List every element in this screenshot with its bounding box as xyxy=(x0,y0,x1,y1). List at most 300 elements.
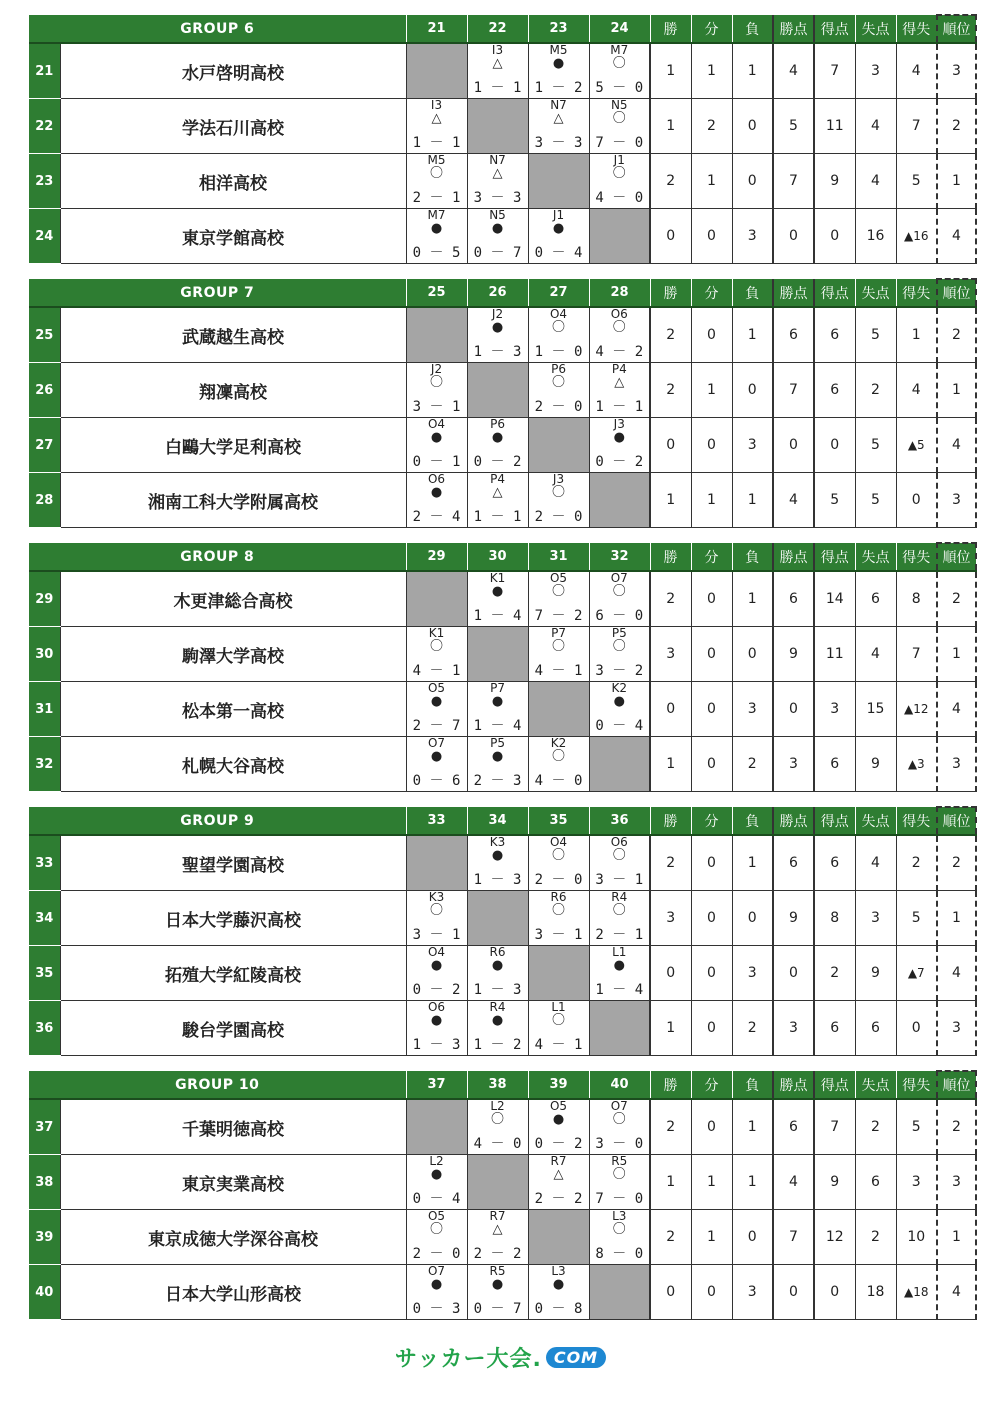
stat-goals-for: 11 xyxy=(814,627,855,682)
match-result-cell xyxy=(467,1265,528,1320)
result-mark-icon: ● xyxy=(430,1167,443,1182)
team-name: 駿台学園高校 xyxy=(60,1001,406,1056)
result-mark-icon: 〇 xyxy=(612,903,626,918)
team-number: 23 xyxy=(29,154,60,209)
match-result-cell xyxy=(467,737,528,792)
match-result-cell xyxy=(406,473,467,528)
team-row xyxy=(29,1155,976,1210)
match-score: 0 － 3 xyxy=(412,1301,461,1317)
stat-wins: 0 xyxy=(650,1265,691,1320)
team-row xyxy=(29,682,976,737)
team-row xyxy=(29,627,976,682)
result-mark-icon: ● xyxy=(491,221,504,236)
stat-points: 4 xyxy=(773,473,814,528)
match-score: 3 － 1 xyxy=(412,399,461,415)
self-match-cell xyxy=(406,835,467,891)
match-code: K3 xyxy=(428,890,445,904)
stat-goals-against: 15 xyxy=(855,682,896,737)
group-header-row xyxy=(29,279,976,307)
match-code: R7 xyxy=(489,1209,506,1223)
match-code: L1 xyxy=(551,1000,566,1014)
stat-rank: 4 xyxy=(937,1265,976,1320)
stat-header-gf: 得点 xyxy=(814,15,855,43)
stat-rank: 3 xyxy=(937,1001,976,1056)
match-score: 2 － 3 xyxy=(473,773,522,789)
stat-goals-against: 4 xyxy=(855,627,896,682)
self-match-cell xyxy=(467,363,528,418)
stat-header-win: 勝 xyxy=(650,807,691,835)
stat-goals-for: 0 xyxy=(814,1265,855,1320)
result-mark-icon: ● xyxy=(430,430,443,445)
match-result-cell xyxy=(467,571,528,627)
match-score: 1 － 1 xyxy=(473,509,522,525)
match-code: J3 xyxy=(613,417,625,431)
match-result-cell xyxy=(406,737,467,792)
match-score: 0 － 2 xyxy=(473,454,522,470)
match-result-cell xyxy=(589,571,650,627)
opponent-column-header: 32 xyxy=(589,543,650,571)
match-score: 3 － 1 xyxy=(412,927,461,943)
stat-header-gf: 得点 xyxy=(814,279,855,307)
stat-goals-for: 3 xyxy=(814,682,855,737)
stat-header-rank: 順位 xyxy=(937,807,976,835)
result-mark-icon: ● xyxy=(552,1277,565,1292)
stat-draws: 0 xyxy=(691,627,732,682)
stat-rank: 1 xyxy=(937,891,976,946)
match-score: 1 － 2 xyxy=(534,80,583,96)
stat-rank: 2 xyxy=(937,1099,976,1155)
match-score: 8 － 0 xyxy=(595,1246,644,1262)
stat-losses: 0 xyxy=(732,891,773,946)
match-code: N7 xyxy=(550,98,567,112)
match-score: 2 － 1 xyxy=(595,927,644,943)
stat-header-draw: 分 xyxy=(691,807,732,835)
stat-draws: 1 xyxy=(691,154,732,209)
team-name: 拓殖大学紅陵高校 xyxy=(60,946,406,1001)
stat-draws: 0 xyxy=(691,1265,732,1320)
match-score: 1 － 3 xyxy=(473,344,522,360)
stat-header-points: 勝点 xyxy=(773,807,814,835)
match-result-cell xyxy=(406,891,467,946)
match-code: K3 xyxy=(489,835,506,849)
opponent-column-header: 30 xyxy=(467,543,528,571)
stat-rank: 3 xyxy=(937,737,976,792)
stat-header-draw: 分 xyxy=(691,1071,732,1099)
stat-points: 0 xyxy=(773,418,814,473)
stat-header-draw: 分 xyxy=(691,15,732,43)
self-match-cell xyxy=(528,418,589,473)
match-code: R5 xyxy=(489,1264,506,1278)
stat-points: 6 xyxy=(773,307,814,363)
stat-points: 6 xyxy=(773,1099,814,1155)
self-match-cell xyxy=(528,946,589,1001)
match-score: 0 － 7 xyxy=(473,245,522,261)
team-number: 40 xyxy=(29,1265,60,1320)
stat-points: 3 xyxy=(773,1001,814,1056)
result-mark-icon: △ xyxy=(431,111,442,126)
stat-wins: 2 xyxy=(650,154,691,209)
match-code: P5 xyxy=(611,626,627,640)
stat-header-draw: 分 xyxy=(691,543,732,571)
stat-wins: 1 xyxy=(650,737,691,792)
match-result-cell xyxy=(406,1265,467,1320)
match-score: 1 － 1 xyxy=(412,135,461,151)
stat-draws: 0 xyxy=(691,737,732,792)
result-mark-icon: △ xyxy=(614,375,625,390)
team-number: 28 xyxy=(29,473,60,528)
match-result-cell xyxy=(528,307,589,363)
team-number: 26 xyxy=(29,363,60,418)
team-name: 相洋高校 xyxy=(60,154,406,209)
stat-goals-for: 11 xyxy=(814,99,855,154)
stat-goal-difference: 7 xyxy=(896,627,937,682)
team-name: 武蔵越生高校 xyxy=(60,307,406,363)
result-mark-icon: △ xyxy=(492,166,503,181)
stat-points: 7 xyxy=(773,1210,814,1265)
team-number: 38 xyxy=(29,1155,60,1210)
result-mark-icon: 〇 xyxy=(552,639,566,654)
match-code: O4 xyxy=(549,307,568,321)
match-code: O4 xyxy=(427,417,446,431)
team-row xyxy=(29,891,976,946)
stat-goals-against: 5 xyxy=(855,307,896,363)
match-result-cell xyxy=(467,835,528,891)
match-score: 2 － 2 xyxy=(473,1246,522,1262)
result-mark-icon: 〇 xyxy=(552,320,566,335)
stat-goals-against: 9 xyxy=(855,946,896,1001)
match-code: M5 xyxy=(549,43,568,57)
team-row xyxy=(29,43,976,99)
match-result-cell xyxy=(467,473,528,528)
self-match-cell xyxy=(406,43,467,99)
result-mark-icon: ● xyxy=(491,749,504,764)
match-code: O5 xyxy=(549,571,568,585)
stat-losses: 1 xyxy=(732,43,773,99)
match-code: N5 xyxy=(610,98,628,112)
stat-goals-for: 14 xyxy=(814,571,855,627)
self-match-cell xyxy=(589,1001,650,1056)
stat-wins: 1 xyxy=(650,1155,691,1210)
logo-dot: . xyxy=(532,1347,542,1372)
match-score: 4 － 1 xyxy=(534,1037,583,1053)
match-result-cell xyxy=(589,627,650,682)
match-score: 4 － 2 xyxy=(595,344,644,360)
team-row xyxy=(29,154,976,209)
stat-points: 7 xyxy=(773,363,814,418)
stat-losses: 3 xyxy=(732,946,773,1001)
stat-losses: 1 xyxy=(732,1155,773,1210)
match-score: 0 － 4 xyxy=(595,718,644,734)
team-name: 木更津総合高校 xyxy=(60,571,406,627)
match-result-cell xyxy=(406,1210,467,1265)
stat-goal-difference: 1 xyxy=(896,307,937,363)
result-mark-icon: ● xyxy=(430,221,443,236)
match-code: O7 xyxy=(427,736,446,750)
match-result-cell xyxy=(528,627,589,682)
match-result-cell xyxy=(406,1155,467,1210)
stat-draws: 1 xyxy=(691,1155,732,1210)
match-code: O6 xyxy=(427,472,446,486)
stat-goals-for: 0 xyxy=(814,418,855,473)
match-score: 1 － 3 xyxy=(473,982,522,998)
team-name: 東京成徳大学深谷高校 xyxy=(60,1210,406,1265)
result-mark-icon: ● xyxy=(613,430,625,445)
stat-goals-for: 12 xyxy=(814,1210,855,1265)
opponent-column-header: 37 xyxy=(406,1071,467,1099)
result-mark-icon: 〇 xyxy=(491,1112,505,1127)
team-row xyxy=(29,946,976,1001)
team-number: 32 xyxy=(29,737,60,792)
match-result-cell xyxy=(467,682,528,737)
match-code: O7 xyxy=(610,1099,628,1113)
stat-wins: 1 xyxy=(650,99,691,154)
match-code: P6 xyxy=(551,362,566,376)
team-name: 松本第一高校 xyxy=(60,682,406,737)
stat-header-lose: 負 xyxy=(732,15,773,43)
match-result-cell xyxy=(589,418,650,473)
match-code: N7 xyxy=(489,153,506,167)
stat-draws: 1 xyxy=(691,473,732,528)
stat-losses: 1 xyxy=(732,571,773,627)
match-code: M5 xyxy=(427,153,446,167)
result-mark-icon: ● xyxy=(613,958,625,973)
stat-header-ga: 失点 xyxy=(855,807,896,835)
stat-rank: 4 xyxy=(937,209,976,264)
match-score: 2 － 0 xyxy=(412,1246,461,1262)
stat-rank: 3 xyxy=(937,473,976,528)
opponent-column-header: 26 xyxy=(467,279,528,307)
stat-rank: 2 xyxy=(937,835,976,891)
match-code: L2 xyxy=(490,1099,505,1113)
match-result-cell xyxy=(467,209,528,264)
opponent-column-header: 31 xyxy=(528,543,589,571)
match-score: 2 － 1 xyxy=(412,190,461,206)
match-code: K1 xyxy=(489,571,506,585)
stat-header-win: 勝 xyxy=(650,15,691,43)
self-match-cell xyxy=(528,682,589,737)
stat-points: 9 xyxy=(773,891,814,946)
stat-header-gd: 得失 xyxy=(896,15,937,43)
match-code: M7 xyxy=(427,208,446,222)
match-result-cell xyxy=(406,418,467,473)
team-number: 21 xyxy=(29,43,60,99)
stat-wins: 0 xyxy=(650,946,691,1001)
team-name: 駒澤大学高校 xyxy=(60,627,406,682)
team-number: 30 xyxy=(29,627,60,682)
stat-goal-difference: ▲18 xyxy=(896,1265,937,1320)
match-code: I3 xyxy=(430,98,443,112)
stat-rank: 1 xyxy=(937,1210,976,1265)
match-code: O5 xyxy=(549,1099,568,1113)
team-row xyxy=(29,571,976,627)
match-code: R7 xyxy=(550,1154,567,1168)
match-score: 3 － 0 xyxy=(595,1136,644,1152)
opponent-column-header: 38 xyxy=(467,1071,528,1099)
stat-points: 3 xyxy=(773,737,814,792)
result-mark-icon: ● xyxy=(491,958,504,973)
match-result-cell xyxy=(406,99,467,154)
stat-goals-against: 9 xyxy=(855,737,896,792)
match-code: O7 xyxy=(427,1264,446,1278)
stat-header-draw: 分 xyxy=(691,279,732,307)
match-code: J1 xyxy=(613,153,625,167)
match-score: 1 － 3 xyxy=(412,1037,461,1053)
stat-goal-difference: ▲3 xyxy=(896,737,937,792)
stat-goal-difference: 5 xyxy=(896,1099,937,1155)
stat-header-gf: 得点 xyxy=(814,1071,855,1099)
match-code: I3 xyxy=(491,43,504,57)
match-score: 3 － 1 xyxy=(534,927,583,943)
match-score: 3 － 3 xyxy=(534,135,583,151)
group-table xyxy=(29,806,976,1056)
stat-header-points: 勝点 xyxy=(773,15,814,43)
stat-header-gd: 得失 xyxy=(896,543,937,571)
result-mark-icon: ● xyxy=(491,320,504,335)
stat-rank: 4 xyxy=(937,418,976,473)
stat-header-gd: 得失 xyxy=(896,807,937,835)
stat-wins: 1 xyxy=(650,473,691,528)
group-table xyxy=(29,14,976,264)
stat-points: 0 xyxy=(773,1265,814,1320)
group-header-row xyxy=(29,1071,976,1099)
stat-header-points: 勝点 xyxy=(773,279,814,307)
stat-header-rank: 順位 xyxy=(937,543,976,571)
match-result-cell xyxy=(528,43,589,99)
match-result-cell xyxy=(467,154,528,209)
team-row xyxy=(29,99,976,154)
stat-points: 0 xyxy=(773,946,814,1001)
team-name: 東京学館高校 xyxy=(60,209,406,264)
match-code: J3 xyxy=(552,472,565,486)
match-result-cell xyxy=(528,209,589,264)
self-match-cell xyxy=(406,1099,467,1155)
match-result-cell xyxy=(589,307,650,363)
team-row xyxy=(29,1001,976,1056)
stat-goals-for: 9 xyxy=(814,154,855,209)
stat-header-rank: 順位 xyxy=(937,279,976,307)
stat-goal-difference: 4 xyxy=(896,363,937,418)
match-code: O4 xyxy=(549,835,568,849)
match-score: 4 － 0 xyxy=(534,773,583,789)
stat-goal-difference: ▲12 xyxy=(896,682,937,737)
match-score: 0 － 1 xyxy=(412,454,461,470)
stat-losses: 0 xyxy=(732,99,773,154)
result-mark-icon: △ xyxy=(492,485,503,500)
team-number: 35 xyxy=(29,946,60,1001)
team-row xyxy=(29,473,976,528)
stat-goals-against: 3 xyxy=(855,891,896,946)
stat-goal-difference: ▲5 xyxy=(896,418,937,473)
result-mark-icon: ● xyxy=(491,848,504,863)
stat-points: 4 xyxy=(773,1155,814,1210)
match-score: 1 － 0 xyxy=(534,344,583,360)
stat-draws: 0 xyxy=(691,571,732,627)
result-mark-icon: 〇 xyxy=(552,1013,566,1028)
stat-header-lose: 負 xyxy=(732,807,773,835)
stat-goals-for: 7 xyxy=(814,1099,855,1155)
match-result-cell xyxy=(528,99,589,154)
stat-header-ga: 失点 xyxy=(855,279,896,307)
match-score: 4 － 0 xyxy=(473,1136,522,1152)
stat-header-rank: 順位 xyxy=(937,15,976,43)
match-result-cell xyxy=(589,1099,650,1155)
stat-draws: 0 xyxy=(691,1099,732,1155)
opponent-column-header: 39 xyxy=(528,1071,589,1099)
match-score: 0 － 6 xyxy=(412,773,461,789)
team-name: 聖望学園高校 xyxy=(60,835,406,891)
site-logo[interactable] xyxy=(0,1342,1001,1373)
match-result-cell xyxy=(406,1001,467,1056)
match-result-cell xyxy=(406,946,467,1001)
self-match-cell xyxy=(406,571,467,627)
stat-losses: 3 xyxy=(732,418,773,473)
stat-goal-difference: 7 xyxy=(896,99,937,154)
match-result-cell xyxy=(406,363,467,418)
group-table xyxy=(29,542,976,792)
result-mark-icon: 〇 xyxy=(612,584,626,599)
result-mark-icon: ● xyxy=(552,56,565,71)
stat-rank: 2 xyxy=(937,99,976,154)
self-match-cell xyxy=(528,154,589,209)
match-result-cell xyxy=(528,1265,589,1320)
stat-header-gf: 得点 xyxy=(814,543,855,571)
team-number: 37 xyxy=(29,1099,60,1155)
team-number: 36 xyxy=(29,1001,60,1056)
stat-points: 0 xyxy=(773,682,814,737)
result-mark-icon: 〇 xyxy=(612,848,626,863)
match-score: 3 － 2 xyxy=(595,663,644,679)
stat-losses: 0 xyxy=(732,1210,773,1265)
team-number: 25 xyxy=(29,307,60,363)
result-mark-icon: ● xyxy=(430,694,443,709)
match-result-cell xyxy=(467,1210,528,1265)
match-result-cell xyxy=(406,682,467,737)
stat-goals-against: 2 xyxy=(855,1099,896,1155)
match-score: 3 － 3 xyxy=(473,190,522,206)
match-result-cell xyxy=(589,1210,650,1265)
self-match-cell xyxy=(528,1210,589,1265)
stat-goal-difference: 0 xyxy=(896,473,937,528)
stat-goal-difference: ▲7 xyxy=(896,946,937,1001)
match-code: P7 xyxy=(551,626,566,640)
match-code: O6 xyxy=(427,1000,446,1014)
stat-draws: 2 xyxy=(691,99,732,154)
self-match-cell xyxy=(467,99,528,154)
stat-goals-for: 6 xyxy=(814,307,855,363)
result-mark-icon: ● xyxy=(491,584,504,599)
group-table xyxy=(29,1070,976,1320)
match-score: 0 － 4 xyxy=(412,1191,461,1207)
match-score: 5 － 0 xyxy=(595,80,644,96)
stat-draws: 0 xyxy=(691,209,732,264)
match-score: 1 － 4 xyxy=(473,718,522,734)
match-score: 4 － 1 xyxy=(534,663,583,679)
stat-points: 0 xyxy=(773,209,814,264)
self-match-cell xyxy=(406,307,467,363)
stat-goals-against: 6 xyxy=(855,571,896,627)
stat-points: 5 xyxy=(773,99,814,154)
stat-goals-against: 2 xyxy=(855,363,896,418)
stat-header-ga: 失点 xyxy=(855,15,896,43)
group-header-row xyxy=(29,15,976,43)
opponent-column-header: 35 xyxy=(528,807,589,835)
team-row xyxy=(29,363,976,418)
team-row xyxy=(29,835,976,891)
match-code: K2 xyxy=(611,681,628,695)
stat-draws: 0 xyxy=(691,946,732,1001)
stat-rank: 2 xyxy=(937,571,976,627)
team-number: 31 xyxy=(29,682,60,737)
